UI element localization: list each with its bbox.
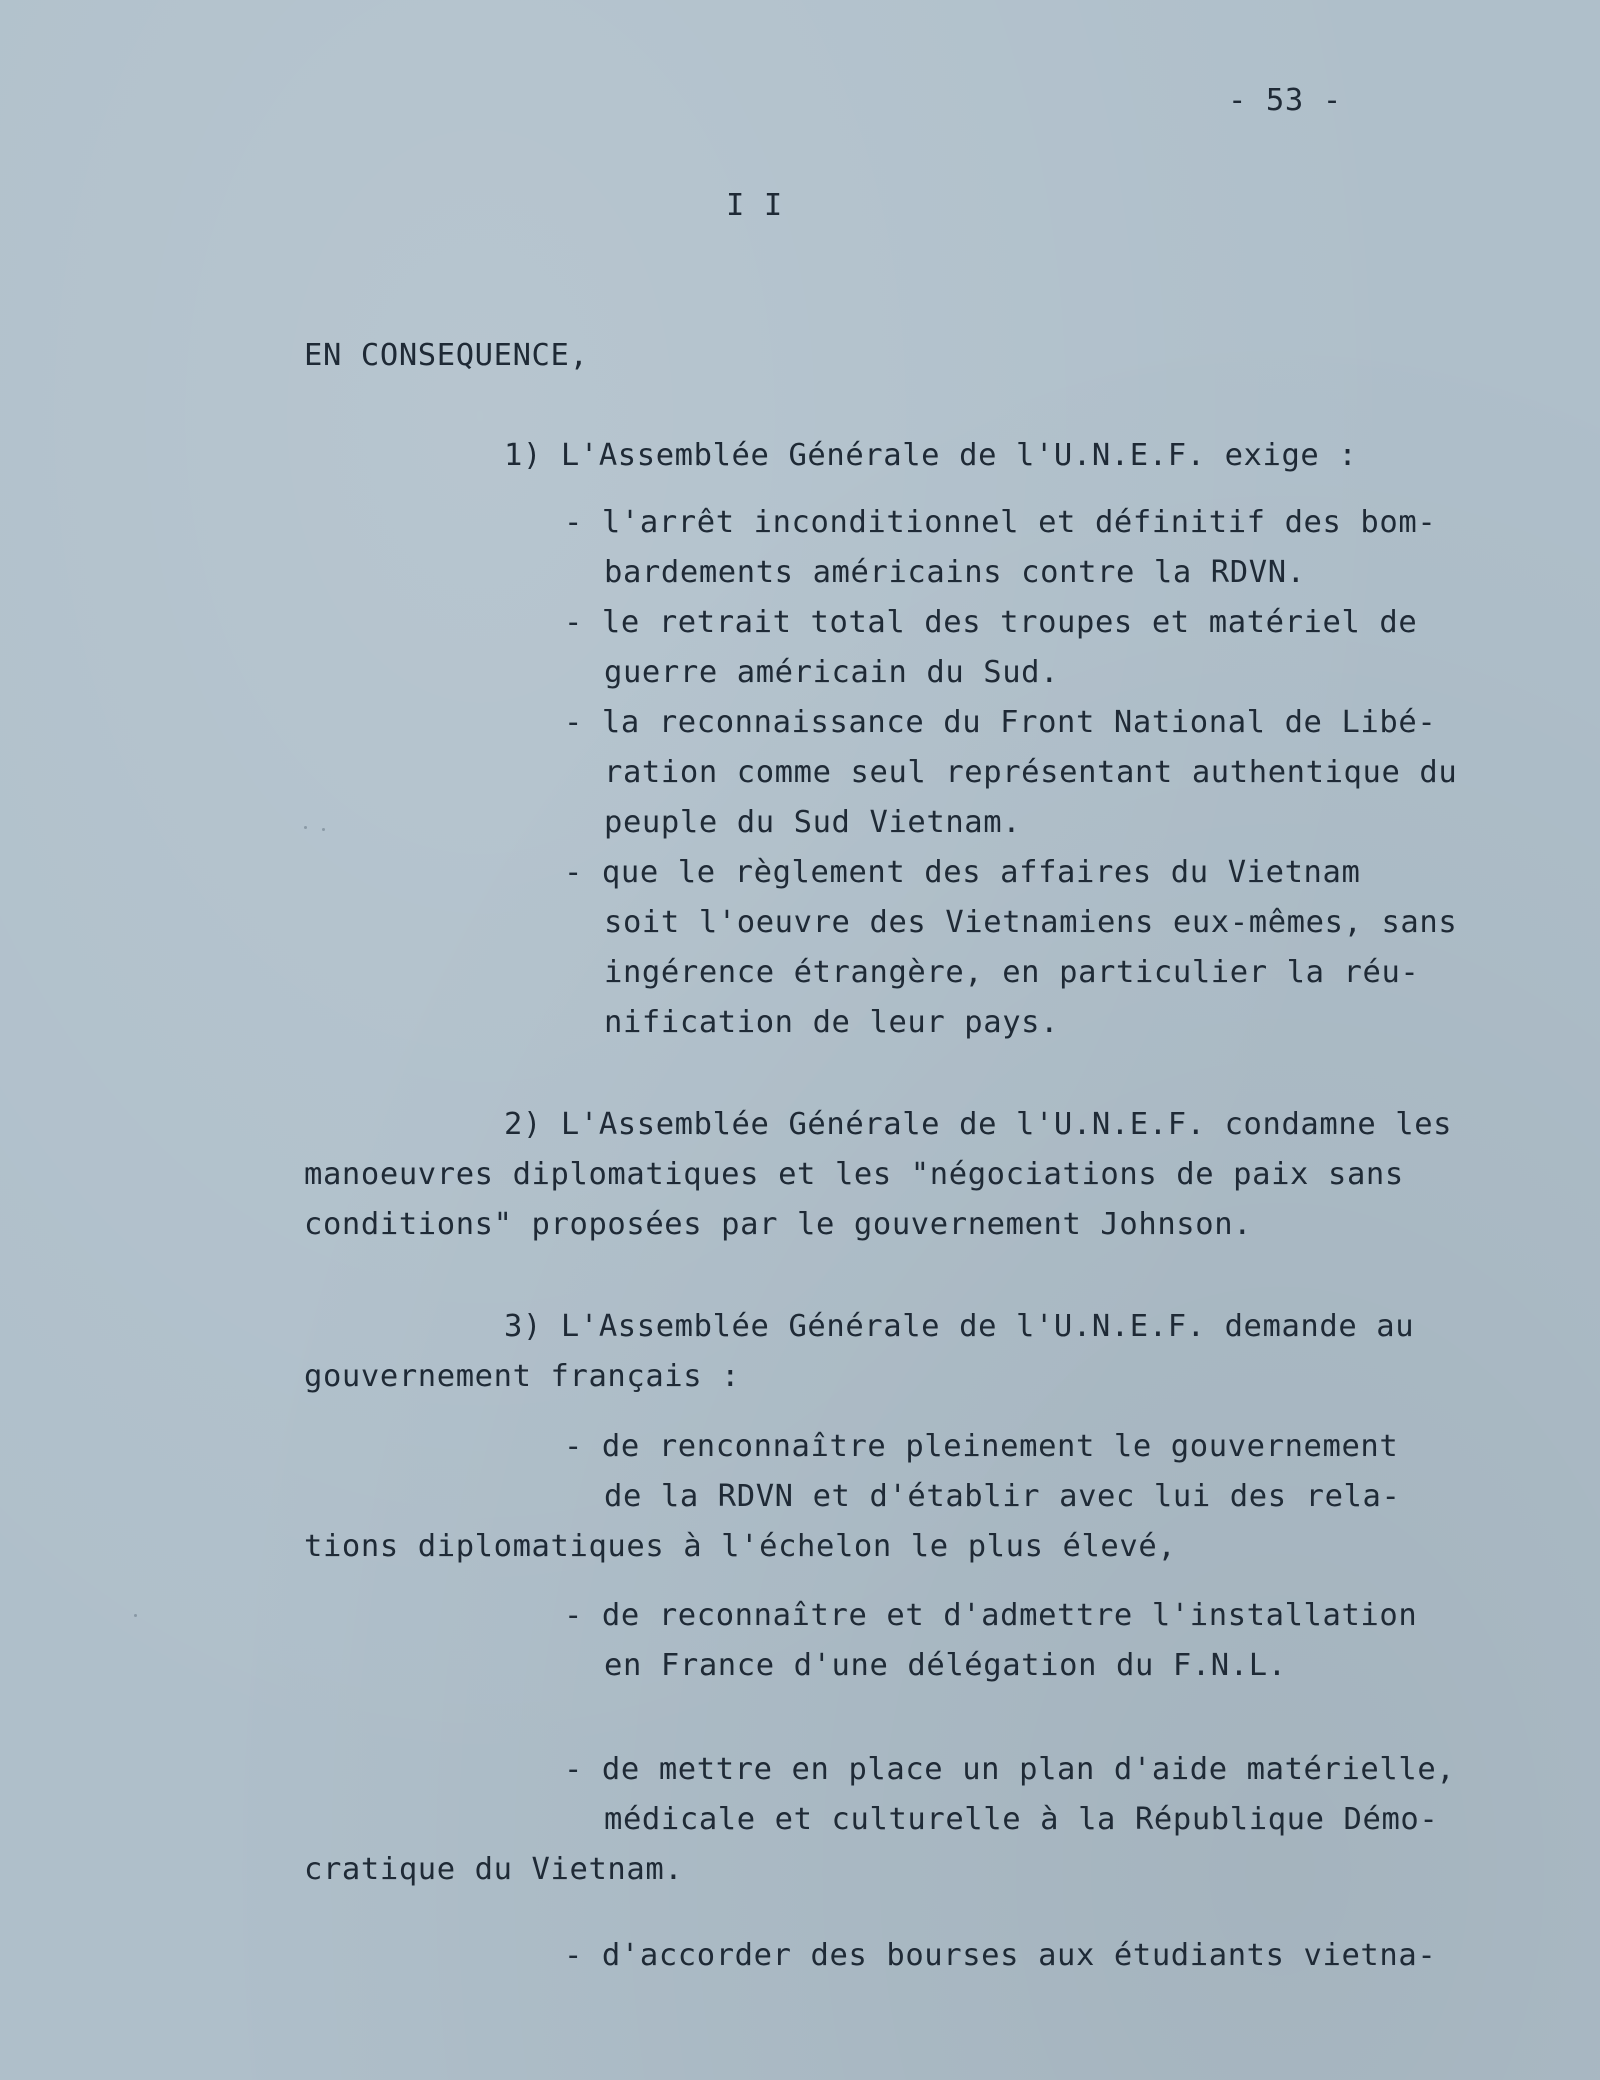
item-2-line: manoeuvres diplomatiques et les "négociations de paix sans xyxy=(304,1157,1404,1192)
item-3-line: - de renconnaître pleinement le gouvernement xyxy=(564,1429,1399,1464)
item-3-line: - de mettre en place un plan d'aide matérielle, xyxy=(564,1752,1456,1787)
intro-heading: EN CONSEQUENCE, xyxy=(304,338,589,373)
item-3-line: médicale et culturelle à la République Démo- xyxy=(604,1802,1439,1837)
item-1-line: nification de leur pays. xyxy=(604,1005,1060,1040)
item-1-line: - l'arrêt inconditionnel et définitif des bom- xyxy=(564,505,1437,540)
item-3-line: 3) L'Assemblée Générale de l'U.N.E.F. demande au xyxy=(504,1309,1415,1344)
item-1-line: - le retrait total des troupes et matériel de xyxy=(564,605,1418,640)
paper-speck xyxy=(322,828,325,831)
item-3-line: cratique du Vietnam. xyxy=(304,1852,684,1887)
page-number: - 53 - xyxy=(1228,83,1342,118)
item-1-line: guerre américain du Sud. xyxy=(604,655,1060,690)
item-1-line: bardements américains contre la RDVN. xyxy=(604,555,1306,590)
section-heading: I I xyxy=(726,188,783,223)
item-3-line: - de reconnaître et d'admettre l'installation xyxy=(564,1598,1418,1633)
item-1-line: peuple du Sud Vietnam. xyxy=(604,805,1022,840)
item-1-line: - la reconnaissance du Front National de Libé- xyxy=(564,705,1437,740)
paper-speck xyxy=(304,826,307,829)
item-1-line: ingérence étrangère, en particulier la réu- xyxy=(604,955,1420,990)
item-1-lead: 1) L'Assemblée Générale de l'U.N.E.F. exige : xyxy=(504,438,1358,473)
item-1-line: soit l'oeuvre des Vietnamiens eux-mêmes, sans xyxy=(604,905,1458,940)
item-2-line: 2) L'Assemblée Générale de l'U.N.E.F. condamne les xyxy=(504,1107,1453,1142)
item-2-line: conditions" proposées par le gouvernement Johnson. xyxy=(304,1207,1253,1242)
item-3-line: de la RDVN et d'établir avec lui des rela- xyxy=(604,1479,1401,1514)
item-3-line: en France d'une délégation du F.N.L. xyxy=(604,1648,1287,1683)
item-1-line: - que le règlement des affaires du Vietnam xyxy=(564,855,1361,890)
paper-speck xyxy=(134,1614,137,1617)
item-1-line: ration comme seul représentant authentique du xyxy=(604,755,1458,790)
item-3-line: tions diplomatiques à l'échelon le plus élevé, xyxy=(304,1529,1177,1564)
item-3-line: - d'accorder des bourses aux étudiants vietna- xyxy=(564,1938,1437,1973)
item-3-line: gouvernement français : xyxy=(304,1359,741,1394)
